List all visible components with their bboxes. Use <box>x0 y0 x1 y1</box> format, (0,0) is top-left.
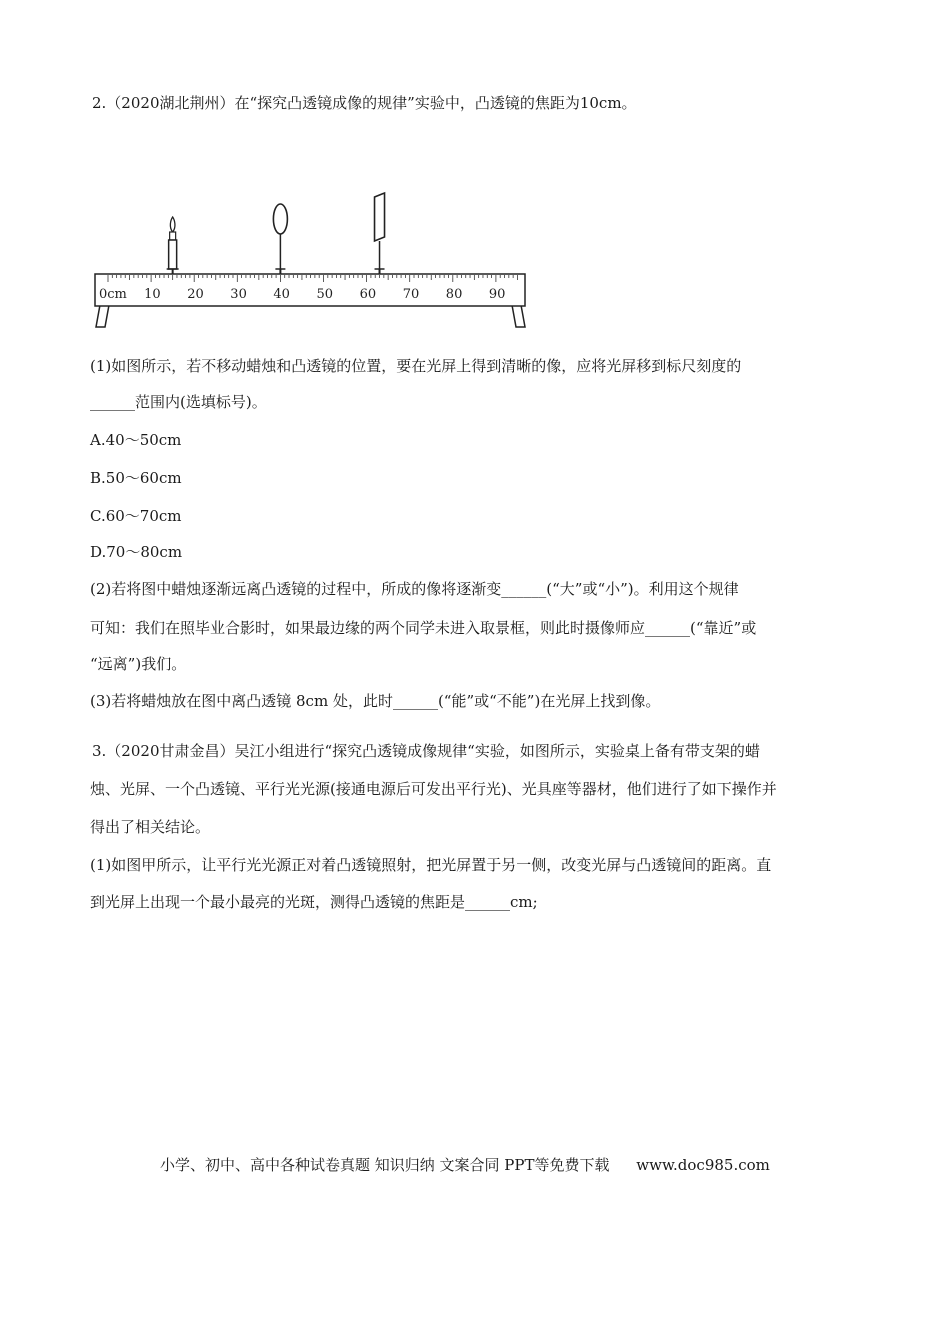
ruler-tick-label: 60 <box>359 287 377 302</box>
option-c: C.60～70cm <box>90 507 182 525</box>
ruler-tick-label: 10 <box>144 287 161 302</box>
question2-part3: (3)若将蜡烛放在图中离凸透镜 8cm 处，此时______(“能”或“不能”)在光屏上找到像。 <box>90 692 661 710</box>
footer-text: 小学、初中、高中各种试卷真题 知识归纳 文案合同 PPT等免费下载 <box>160 1156 610 1174</box>
question2-part2-line3: “远离”)我们。 <box>90 655 187 673</box>
ruler-tick-label: 80 <box>445 287 463 302</box>
ruler-tick-label: 0cm <box>99 287 127 302</box>
ruler-tick-label: 20 <box>187 287 204 302</box>
option-b: B.50～60cm <box>90 469 182 487</box>
question3-part1-line1: (1)如图甲所示，让平行光光源正对着凸透镜照射，把光屏置于另一侧，改变光屏与凸透镜间的距离。直 <box>90 856 772 874</box>
question2-part1-line2: ______范围内(选填标号)。 <box>90 393 267 411</box>
question2-part2-line1: (2)若将图中蜡烛逐渐远离凸透镜的过程中，所成的像将逐渐变______(“大”或“小”)。利用这个规律 <box>90 580 739 598</box>
convex-lens-icon <box>273 204 287 274</box>
question2-title: 2.（2020湖北荆州）在“探究凸透镜成像的规律”实验中，凸透镜的焦距为10cm。 <box>92 94 637 112</box>
question3-line3: 得出了相关结论。 <box>90 818 211 836</box>
ruler-tick-label: 70 <box>402 287 420 302</box>
optical-bench-figure <box>90 185 530 330</box>
ruler-tick-label: 30 <box>230 287 247 302</box>
page-footer <box>160 1155 770 1175</box>
footer-site-link[interactable]: www.doc985.com <box>636 1156 770 1174</box>
question3-line2: 烛、光屏、一个凸透镜、平行光光源(接通电源后可发出平行光)、光具座等器材，他们进行了如下操作并 <box>90 780 777 798</box>
ruler-tick-label: 90 <box>488 287 506 302</box>
option-d: D.70～80cm <box>90 543 183 561</box>
option-a: A.40～50cm <box>90 431 182 449</box>
candle-icon <box>167 217 179 274</box>
bench-leg-right <box>512 305 525 327</box>
ruler-tick-label: 50 <box>316 287 334 302</box>
light-screen-icon <box>375 193 385 274</box>
question2-part2-line2: 可知：我们在照毕业合影时，如果最边缘的两个同学未进入取景框，则此时摄像师应______(“靠近”或 <box>90 619 757 637</box>
question2-part1-line1: (1)如图所示，若不移动蜡烛和凸透镜的位置，要在光屏上得到清晰的像，应将光屏移到标尺刻度的 <box>90 357 742 375</box>
bench-leg-left <box>96 305 109 327</box>
question3-line1: 3.（2020甘肃金昌）吴江小组进行“探究凸透镜成像规律“实验，如图所示，实验桌上备有带支架的蜡 <box>92 742 760 760</box>
ruler-tick-label: 40 <box>273 287 290 302</box>
question3-part1-line2: 到光屏上出现一个最小最亮的光斑，测得凸透镜的焦距是______cm; <box>90 893 538 911</box>
